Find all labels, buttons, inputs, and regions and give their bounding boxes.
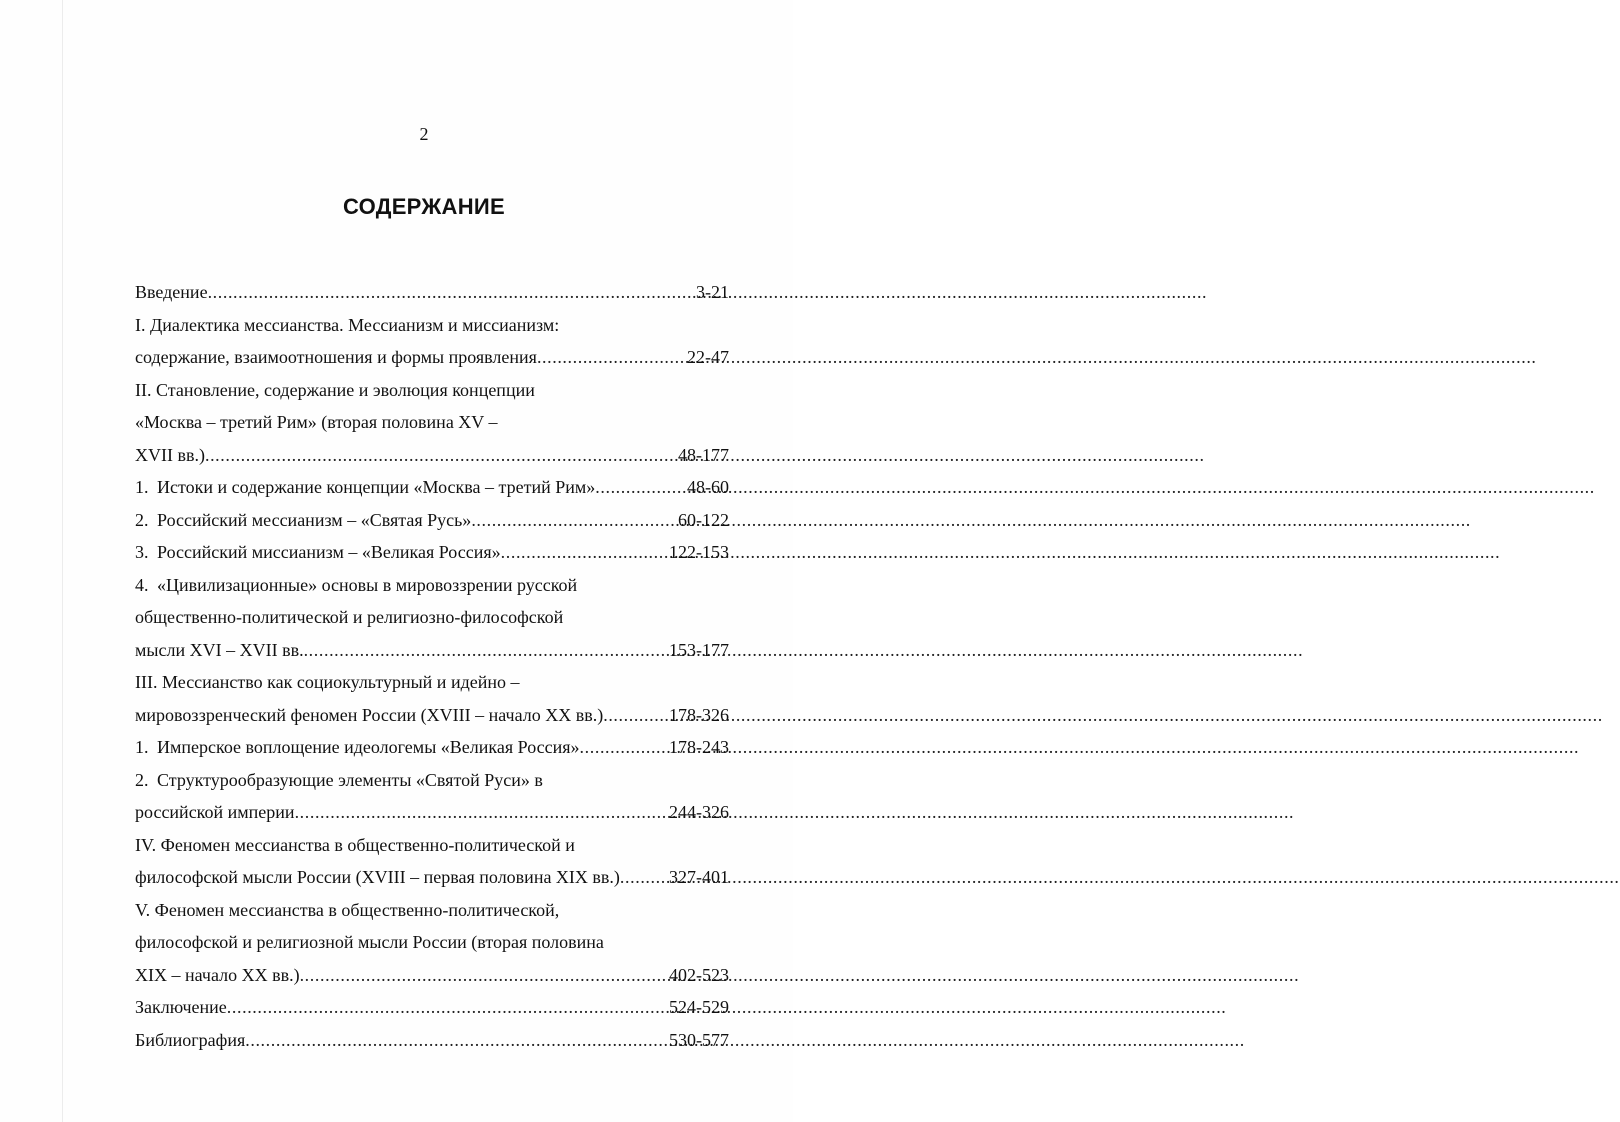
leader-dots bbox=[227, 991, 669, 1024]
toc-entry-section-cont bbox=[135, 601, 729, 634]
section-number: 1. bbox=[135, 737, 149, 757]
toc-entry-pages: 244-326 bbox=[669, 802, 729, 822]
toc-entry-text: XVII вв.) bbox=[135, 444, 205, 465]
section-title: Российский миссианизм – «Великая Россия» bbox=[157, 542, 501, 562]
toc-entry-section-cont bbox=[135, 634, 729, 667]
toc-entry-pages: 22-47 bbox=[687, 347, 729, 367]
toc-entry-section bbox=[135, 536, 729, 569]
toc-entry-text: философской и религиозной мысли России (вторая половина bbox=[135, 932, 604, 952]
toc-entry-pages: 178-326 bbox=[669, 704, 729, 725]
toc-entry-pages: 3-21 bbox=[696, 282, 729, 302]
toc-entry-bibliography bbox=[135, 1024, 729, 1057]
toc-entry-text: III. Мессианство как социокультурный и идейно – bbox=[135, 672, 520, 692]
toc-entry-chapter-3-cont bbox=[135, 699, 729, 732]
section-number: 3. bbox=[135, 542, 149, 562]
section-title: Структурообразующие элементы «Святой Руси» в bbox=[157, 769, 543, 790]
toc-entry-text bbox=[135, 504, 471, 537]
toc-entry-pages: 122-153 bbox=[669, 542, 729, 562]
toc-entry-text: мировоззренческий феномен России (XVIII – начало XX вв.) bbox=[135, 704, 604, 725]
toc-entry-conclusion bbox=[135, 991, 729, 1024]
leader-dots bbox=[295, 796, 669, 829]
toc-entry-section bbox=[135, 504, 729, 537]
section-number: 4. bbox=[135, 574, 149, 595]
section-number: 2. bbox=[135, 769, 149, 790]
table-of-contents bbox=[135, 276, 729, 1056]
toc-entry-pages: 530-577 bbox=[669, 1029, 729, 1050]
toc-entry-chapter-2-cont bbox=[135, 439, 729, 472]
toc-entry-text bbox=[135, 764, 543, 797]
leader-dots bbox=[304, 634, 669, 667]
toc-entry-chapter-5-cont bbox=[135, 959, 729, 992]
toc-entry-text: «Москва – третий Рим» (вторая половина XV – bbox=[135, 412, 498, 432]
toc-entry-text: Заключение bbox=[135, 997, 227, 1017]
toc-entry-text: V. Феномен мессианства в общественно-политической, bbox=[135, 899, 560, 920]
toc-entry-text: российской империи bbox=[135, 802, 295, 822]
toc-entry-pages: 178-243 bbox=[669, 737, 729, 757]
section-title: Истоки и содержание концепции «Москва – третий Рим» bbox=[157, 477, 596, 497]
section-title: Имперское воплощение идеологемы «Великая Россия» bbox=[157, 737, 580, 757]
leader-dots bbox=[205, 439, 678, 472]
toc-entry-section bbox=[135, 569, 729, 602]
section-title: Российский мессианизм – «Святая Русь» bbox=[157, 509, 472, 530]
page-edge-shadow bbox=[62, 0, 63, 1122]
toc-entry-text bbox=[135, 471, 595, 504]
toc-entry-section-cont bbox=[135, 796, 729, 829]
toc-entry-text: II. Становление, содержание и эволюция концепции bbox=[135, 379, 535, 400]
document-page bbox=[0, 0, 793, 1122]
toc-entry-chapter-5 bbox=[135, 894, 729, 927]
leader-dots bbox=[620, 861, 669, 894]
leader-dots bbox=[245, 1024, 669, 1057]
toc-entry-pages: 153-177 bbox=[669, 639, 729, 660]
toc-entry-chapter-4 bbox=[135, 829, 729, 862]
toc-entry-pages: 48-177 bbox=[678, 444, 729, 465]
toc-entry-section bbox=[135, 471, 729, 504]
leader-dots bbox=[595, 471, 687, 504]
toc-entry-pages: 402-523 bbox=[669, 964, 729, 985]
toc-entry-text: мысли XVI – XVII вв. bbox=[135, 639, 304, 660]
toc-entry-chapter-2-cont bbox=[135, 406, 729, 439]
toc-entry-text bbox=[135, 569, 577, 602]
toc-entry-text: философской мысли России (XVIII – первая половина XIX вв.) bbox=[135, 867, 620, 887]
toc-entry-chapter-4-cont bbox=[135, 861, 729, 894]
toc-entry-text: I. Диалектика мессианства. Мессианизм и миссианизм: bbox=[135, 314, 560, 335]
section-title: «Цивилизационные» основы в мировоззрении русской bbox=[157, 574, 578, 595]
toc-entry-text: общественно-политической и религиозно-философской bbox=[135, 607, 564, 627]
toc-entry-pages: 524-529 bbox=[669, 997, 729, 1017]
toc-entry-text: Введение bbox=[135, 282, 208, 302]
leader-dots bbox=[501, 536, 669, 569]
toc-entry-chapter-3 bbox=[135, 666, 729, 699]
section-number: 1. bbox=[135, 477, 149, 497]
page-title: СОДЕРЖАНИЕ bbox=[342, 194, 506, 219]
toc-entry-chapter-2 bbox=[135, 374, 729, 407]
toc-entry-chapter-1 bbox=[135, 309, 729, 342]
toc-entry-pages: 48-60 bbox=[687, 477, 729, 497]
page-number: 2 bbox=[419, 124, 429, 144]
leader-dots bbox=[208, 276, 696, 309]
section-number: 2. bbox=[135, 509, 149, 530]
toc-entry-text: IV. Феномен мессианства в общественно-политической и bbox=[135, 834, 575, 855]
toc-entry-introduction bbox=[135, 276, 729, 309]
toc-entry-chapter-5-cont bbox=[135, 926, 729, 959]
toc-entry-section bbox=[135, 731, 729, 764]
toc-entry-text: содержание, взаимоотношения и формы проявления bbox=[135, 347, 537, 367]
toc-entry-text bbox=[135, 731, 580, 764]
leader-dots bbox=[537, 341, 687, 374]
toc-entry-pages: 327-401 bbox=[669, 867, 729, 887]
leader-dots bbox=[471, 504, 678, 537]
toc-entry-pages: 60-122 bbox=[678, 509, 729, 530]
toc-entry-text bbox=[135, 536, 501, 569]
leader-dots bbox=[603, 699, 669, 732]
toc-entry-text: Библиография bbox=[135, 1029, 246, 1050]
leader-dots bbox=[300, 959, 669, 992]
leader-dots bbox=[580, 731, 669, 764]
toc-entry-section bbox=[135, 764, 729, 797]
toc-entry-chapter-1-cont bbox=[135, 341, 729, 374]
toc-entry-text: XIX – начало XX вв.) bbox=[135, 964, 300, 985]
